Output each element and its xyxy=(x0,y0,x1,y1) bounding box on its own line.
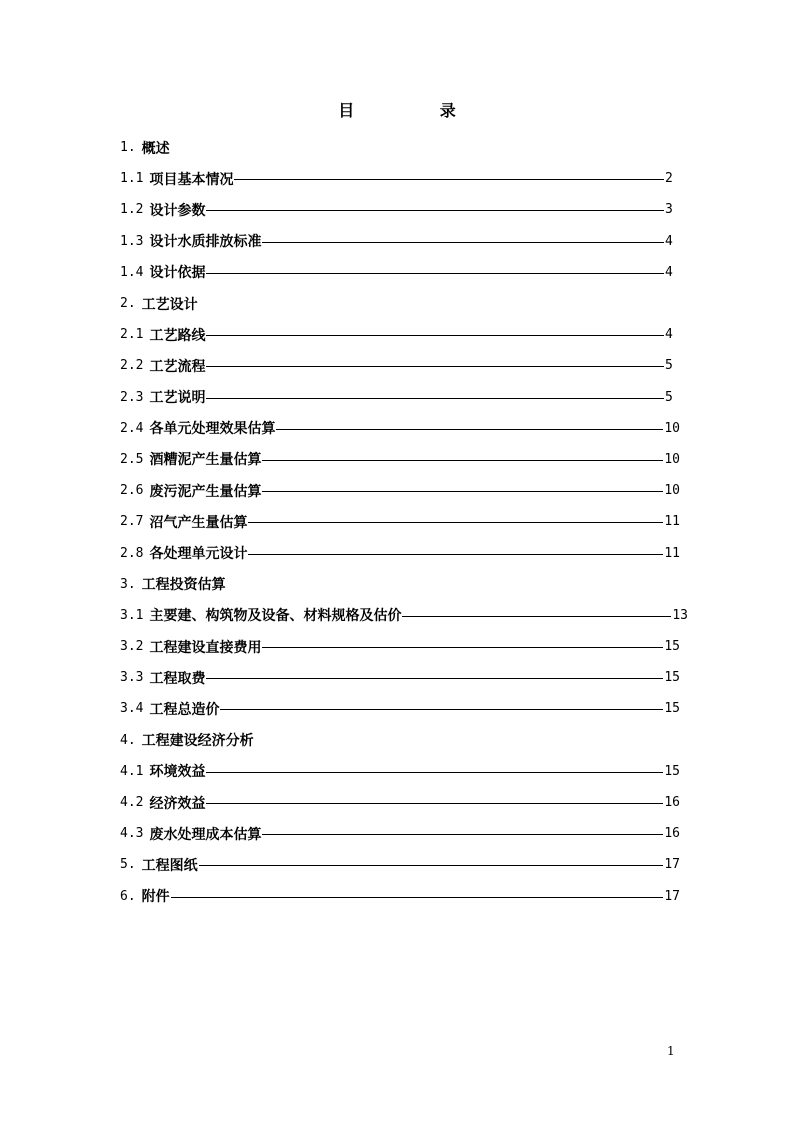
toc-number: 2.1 xyxy=(120,327,144,343)
toc-page: 15 xyxy=(664,670,680,686)
toc-page: 15 xyxy=(664,763,680,779)
page-title xyxy=(0,98,794,121)
toc-leader-line xyxy=(206,273,664,274)
toc-number: 1. xyxy=(120,140,136,156)
toc-number: 1.1 xyxy=(120,171,144,187)
toc-leader-line xyxy=(262,647,663,648)
toc-leader-line xyxy=(402,616,671,617)
toc-label: 工艺说明 xyxy=(149,390,206,407)
toc-entry[interactable] xyxy=(120,163,680,194)
toc-number: 3.4 xyxy=(120,701,144,717)
toc-label: 主要建、构筑物及设备、材料规格及估价 xyxy=(149,608,402,625)
toc-label: 工艺路线 xyxy=(149,327,206,344)
toc-label: 设计水质排放标准 xyxy=(149,234,262,251)
toc-leader-line xyxy=(220,709,663,710)
toc-number: 5. xyxy=(120,857,136,873)
toc-label: 设计依据 xyxy=(149,265,206,282)
table-of-contents xyxy=(120,132,688,912)
toc-page: 4 xyxy=(665,233,673,249)
toc-label: 工程建设直接费用 xyxy=(149,639,262,656)
toc-page: 13 xyxy=(672,607,688,623)
toc-number: 4.1 xyxy=(120,763,144,779)
toc-leader-line xyxy=(262,834,663,835)
toc-label: 附件 xyxy=(141,889,170,906)
toc-entry[interactable] xyxy=(120,506,680,537)
toc-number: 1.4 xyxy=(120,264,144,280)
toc-leader-line xyxy=(262,460,663,461)
title-char: 目 xyxy=(338,101,355,120)
toc-section[interactable] xyxy=(120,132,680,163)
toc-entry[interactable] xyxy=(120,319,680,350)
toc-entry[interactable] xyxy=(120,350,680,381)
toc-number: 2.8 xyxy=(120,545,144,561)
toc-label: 工程投资估算 xyxy=(141,577,226,594)
toc-label: 酒糟泥产生量估算 xyxy=(149,452,262,469)
toc-section[interactable] xyxy=(120,569,680,600)
toc-leader-line xyxy=(206,210,664,211)
toc-page: 15 xyxy=(664,639,680,655)
toc-label: 工程总造价 xyxy=(149,701,220,718)
toc-number: 3.3 xyxy=(120,670,144,686)
toc-label: 项目基本情况 xyxy=(149,171,234,188)
toc-number: 2.6 xyxy=(120,483,144,499)
toc-label: 环境效益 xyxy=(149,764,206,781)
toc-entry[interactable] xyxy=(120,881,680,912)
toc-leader-line xyxy=(206,335,664,336)
toc-entry[interactable] xyxy=(120,537,680,568)
toc-number: 2.4 xyxy=(120,420,144,436)
toc-label: 设计参数 xyxy=(149,202,206,219)
toc-number: 4. xyxy=(120,732,136,748)
toc-label: 经济效益 xyxy=(149,795,206,812)
toc-leader-line xyxy=(234,179,664,180)
toc-entry[interactable] xyxy=(120,818,680,849)
toc-leader-line xyxy=(206,772,663,773)
toc-number: 2.3 xyxy=(120,389,144,405)
toc-leader-line xyxy=(262,491,663,492)
toc-section[interactable] xyxy=(120,725,680,756)
toc-page: 10 xyxy=(664,420,680,436)
toc-label: 工程图纸 xyxy=(141,857,198,874)
toc-page: 10 xyxy=(664,483,680,499)
toc-number: 4.2 xyxy=(120,795,144,811)
toc-entry[interactable] xyxy=(120,756,680,787)
toc-entry[interactable] xyxy=(120,631,680,662)
toc-page: 17 xyxy=(664,857,680,873)
toc-leader-line xyxy=(206,803,663,804)
toc-label: 工程建设经济分析 xyxy=(141,733,254,750)
toc-label: 废污泥产生量估算 xyxy=(149,483,262,500)
toc-leader-line xyxy=(276,429,663,430)
toc-number: 6. xyxy=(120,888,136,904)
toc-page: 16 xyxy=(664,826,680,842)
toc-entry[interactable] xyxy=(120,693,680,724)
toc-number: 1.2 xyxy=(120,202,144,218)
toc-page: 11 xyxy=(664,514,680,530)
toc-entry[interactable] xyxy=(120,194,680,225)
toc-page: 3 xyxy=(665,202,673,218)
toc-label: 各处理单元设计 xyxy=(149,546,248,563)
toc-number: 2. xyxy=(120,296,136,312)
toc-label: 各单元处理效果估算 xyxy=(149,421,276,438)
toc-page: 16 xyxy=(664,795,680,811)
toc-page: 4 xyxy=(665,327,673,343)
toc-entry[interactable] xyxy=(120,849,680,880)
toc-label: 概述 xyxy=(141,140,170,157)
toc-leader-line xyxy=(206,678,663,679)
toc-leader-line xyxy=(171,897,664,898)
toc-entry[interactable] xyxy=(120,600,688,631)
toc-label: 废水处理成本估算 xyxy=(149,826,262,843)
toc-entry[interactable] xyxy=(120,475,680,506)
toc-entry[interactable] xyxy=(120,444,680,475)
toc-page: 5 xyxy=(665,358,673,374)
toc-section[interactable] xyxy=(120,288,680,319)
toc-label: 工艺流程 xyxy=(149,358,206,375)
toc-entry[interactable] xyxy=(120,382,680,413)
toc-label: 沼气产生量估算 xyxy=(149,514,248,531)
toc-page: 15 xyxy=(664,701,680,717)
toc-leader-line xyxy=(262,242,664,243)
toc-number: 2.5 xyxy=(120,451,144,467)
toc-number: 1.3 xyxy=(120,233,144,249)
toc-entry[interactable] xyxy=(120,662,680,693)
toc-page: 5 xyxy=(665,389,673,405)
toc-entry[interactable] xyxy=(120,413,680,444)
page-number: 1 xyxy=(667,1044,675,1058)
toc-page: 10 xyxy=(664,451,680,467)
toc-label: 工艺设计 xyxy=(141,296,198,313)
toc-page: 17 xyxy=(664,888,680,904)
toc-number: 3. xyxy=(120,576,136,592)
toc-label: 工程取费 xyxy=(149,670,206,687)
toc-leader-line xyxy=(199,865,664,866)
title-char: 录 xyxy=(439,101,456,120)
toc-leader-line xyxy=(206,366,664,367)
toc-entry[interactable] xyxy=(120,257,680,288)
toc-leader-line xyxy=(206,398,664,399)
toc-number: 3.2 xyxy=(120,639,144,655)
toc-entry[interactable] xyxy=(120,787,680,818)
toc-number: 3.1 xyxy=(120,607,144,623)
toc-page: 2 xyxy=(665,171,673,187)
toc-number: 4.3 xyxy=(120,826,144,842)
toc-leader-line xyxy=(248,554,663,555)
toc-number: 2.7 xyxy=(120,514,144,530)
toc-entry[interactable] xyxy=(120,226,680,257)
toc-page: 4 xyxy=(665,264,673,280)
toc-leader-line xyxy=(248,522,663,523)
toc-number: 2.2 xyxy=(120,358,144,374)
toc-page: 11 xyxy=(664,545,680,561)
